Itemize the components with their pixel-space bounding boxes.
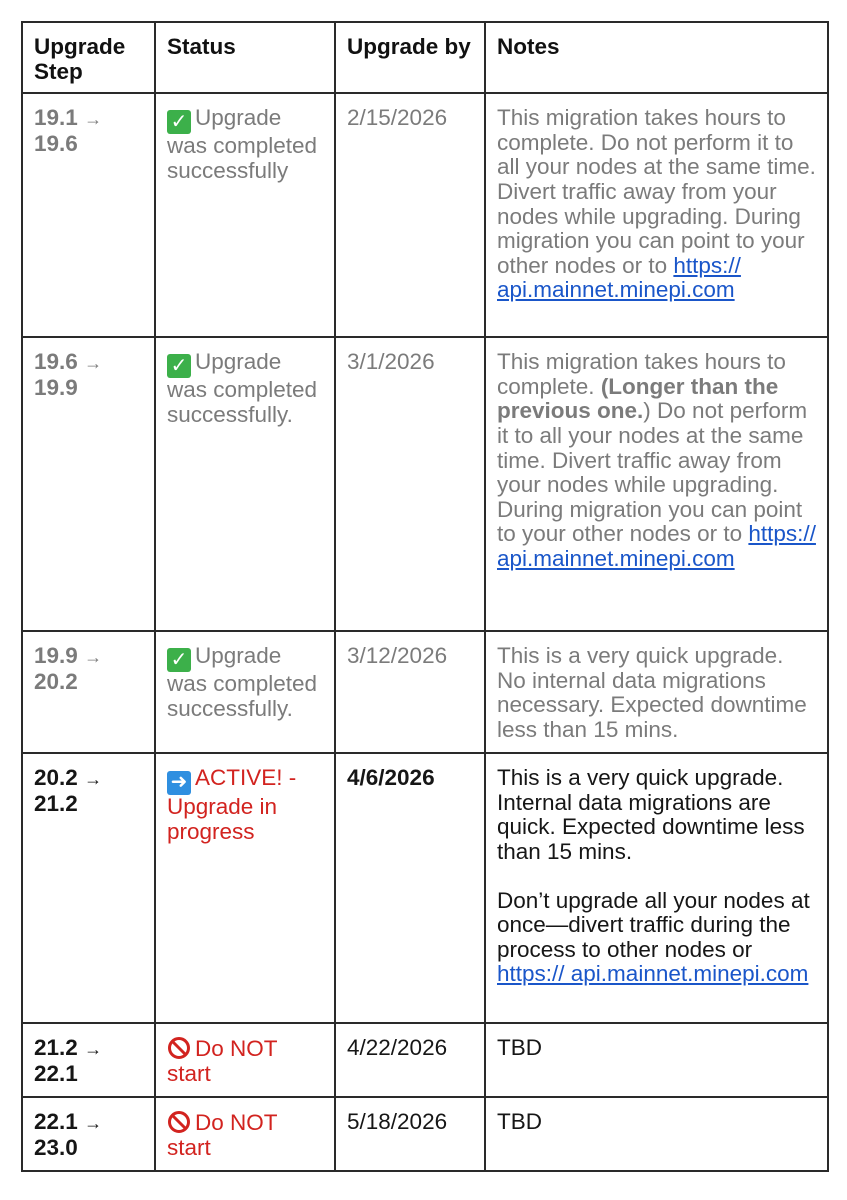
step-arrow: → bbox=[84, 1113, 103, 1134]
step-from: 20.2 bbox=[34, 765, 78, 791]
notes-cell: TBD bbox=[485, 1097, 828, 1171]
notes-bold-text: (Longer than the previous one. bbox=[497, 373, 779, 424]
api-mainnet-link[interactable]: https:// api.mainnet.minepi.com bbox=[497, 961, 809, 987]
step-from: 19.6 bbox=[34, 349, 78, 375]
notes-cell bbox=[485, 753, 828, 1023]
step-to: 19.6 bbox=[34, 130, 78, 156]
step-from: 19.9 bbox=[34, 643, 78, 669]
notes-cell: This is a very quick upgrade. No internal data migrations necessary. Expected downtime less than 15 mins. bbox=[485, 631, 828, 753]
step-to: 20.2 bbox=[34, 668, 78, 694]
step-from: 22.1 bbox=[34, 1109, 78, 1135]
api-mainnet-link[interactable]: https:// api.mainnet.minepi.com bbox=[497, 521, 816, 571]
step-arrow: → bbox=[84, 769, 103, 790]
step-to: 23.0 bbox=[34, 1134, 78, 1160]
status-text: Upgrade was completed successfully bbox=[167, 105, 318, 183]
table-row bbox=[22, 631, 828, 753]
check-icon: ✓ bbox=[167, 648, 191, 672]
step-cell bbox=[22, 631, 155, 753]
header-row bbox=[22, 22, 828, 93]
notes-cell bbox=[485, 337, 828, 631]
table-row bbox=[22, 337, 828, 631]
status-cell bbox=[155, 753, 335, 1023]
notes-cell bbox=[485, 93, 828, 337]
upgrade-by-cell: 4/22/2026 bbox=[335, 1023, 485, 1097]
no-entry-icon bbox=[167, 1110, 191, 1134]
step-arrow: → bbox=[84, 109, 103, 130]
notes-paragraph-2 bbox=[497, 889, 817, 987]
upgrade-by-cell: 3/12/2026 bbox=[335, 631, 485, 753]
step-arrow: → bbox=[84, 353, 103, 374]
step-cell bbox=[22, 753, 155, 1023]
status-text: Upgrade was completed successfully. bbox=[167, 349, 318, 427]
step-to: 21.2 bbox=[34, 790, 78, 816]
step-cell bbox=[22, 1097, 155, 1171]
table-row bbox=[22, 93, 828, 337]
no-entry-icon bbox=[167, 1036, 191, 1060]
status-cell bbox=[155, 1023, 335, 1097]
step-cell bbox=[22, 1023, 155, 1097]
header-notes: Notes bbox=[485, 22, 828, 93]
header-status: Status bbox=[155, 22, 335, 93]
table-row bbox=[22, 753, 828, 1023]
notes-text: Don’t upgrade all your nodes at once—divert traffic during the process to other nodes or bbox=[497, 887, 810, 962]
step-arrow: → bbox=[84, 1039, 103, 1060]
step-cell bbox=[22, 93, 155, 337]
upgrade-by-cell: 3/1/2026 bbox=[335, 337, 485, 631]
upgrade-by-cell: 5/18/2026 bbox=[335, 1097, 485, 1171]
status-text: Do NOT start bbox=[167, 1110, 278, 1160]
upgrade-by-cell: 4/6/2026 bbox=[335, 753, 485, 1023]
status-cell bbox=[155, 93, 335, 337]
header-upgrade-step: Upgrade Step bbox=[22, 22, 155, 93]
status-text: Upgrade was completed successfully. bbox=[167, 643, 318, 721]
step-cell bbox=[22, 337, 155, 631]
notes-paragraph: This is a very quick upgrade. Internal data migrations are quick. Expected downtime less than 15 mins. bbox=[497, 765, 805, 864]
right-arrow-icon: ➜ bbox=[167, 771, 191, 795]
notes-text: This migration takes hours to complete. Do not perform it to all your nodes at the same time. Divert traffic away from your nodes while upgrading. During migration you can point to your other nodes or to bbox=[497, 105, 816, 278]
upgrade-by-cell: 2/15/2026 bbox=[335, 93, 485, 337]
step-arrow: → bbox=[84, 647, 103, 668]
table-row bbox=[22, 1097, 828, 1171]
upgrade-schedule-table bbox=[21, 21, 829, 1172]
api-mainnet-link[interactable]: https:// api.mainnet.minepi.com bbox=[497, 252, 741, 303]
status-cell bbox=[155, 1097, 335, 1171]
status-cell bbox=[155, 337, 335, 631]
table-row bbox=[22, 1023, 828, 1097]
notes-text-continued: ) Do not perform it to all your nodes at the same time. Divert traffic away from your nodes while upgrading. During migration you can point to your other nodes or to bbox=[497, 398, 808, 547]
step-from: 21.2 bbox=[34, 1035, 78, 1061]
step-to: 19.9 bbox=[34, 374, 78, 400]
check-icon: ✓ bbox=[167, 110, 191, 134]
step-from: 19.1 bbox=[34, 105, 78, 131]
header-upgrade-by: Upgrade by bbox=[335, 22, 485, 93]
notes-cell: TBD bbox=[485, 1023, 828, 1097]
step-to: 22.1 bbox=[34, 1060, 78, 1086]
check-icon: ✓ bbox=[167, 354, 191, 378]
status-text: ACTIVE! - Upgrade in progress bbox=[167, 765, 297, 844]
notes-text: This migration takes hours to complete. bbox=[497, 349, 786, 399]
status-cell bbox=[155, 631, 335, 753]
status-text: Do NOT start bbox=[167, 1036, 278, 1086]
